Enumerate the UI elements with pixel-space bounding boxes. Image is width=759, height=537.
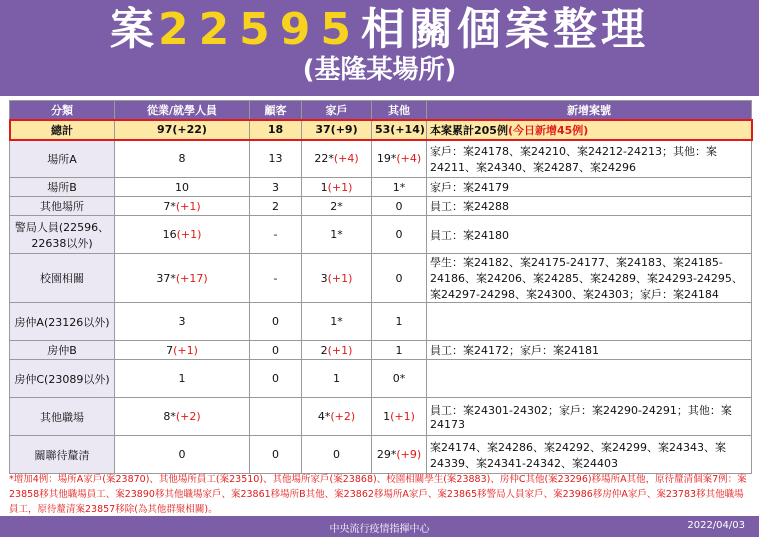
cell-category <box>10 303 115 341</box>
cell-household-value: 0 <box>333 448 340 461</box>
cell-staff-value: 10 <box>175 180 189 194</box>
cell-household-increment: (+2) <box>330 410 356 423</box>
cell-household <box>302 254 372 303</box>
cell-customer <box>250 398 302 436</box>
total-other: 53(+14) <box>372 120 427 140</box>
table-row <box>10 398 752 436</box>
table-row <box>10 360 752 398</box>
cell-other <box>372 216 427 254</box>
cell-staff <box>115 216 250 254</box>
cell-customer <box>250 303 302 341</box>
cell-household <box>302 398 372 436</box>
table-row <box>10 216 752 254</box>
cell-other <box>372 140 427 178</box>
title-prefix: 案 <box>109 4 158 55</box>
cell-staff <box>115 341 250 360</box>
cell-other-increment: (+1) <box>390 410 415 423</box>
cell-customer-value: 3 <box>272 180 279 194</box>
cell-household-value: 2 <box>320 343 328 357</box>
footer-date: 2022/04/03 <box>687 520 745 531</box>
footer-agency: 中央流行疫情指揮中心 <box>329 524 430 535</box>
header-household: 家戶 <box>302 101 372 120</box>
cell-staff-value: 8* <box>163 410 176 423</box>
table-row <box>10 140 752 178</box>
table-header-row <box>10 101 752 120</box>
cell-category <box>10 360 115 398</box>
cell-other-value: 0 <box>395 228 403 241</box>
cell-category <box>10 398 115 436</box>
cell-household <box>302 360 372 398</box>
cell-note <box>427 360 752 398</box>
cell-other-value: 0* <box>392 372 406 385</box>
cell-other-increment: (+4) <box>396 152 422 165</box>
cell-staff-increment: (+17) <box>175 271 208 285</box>
cell-customer-value: 0 <box>272 343 279 357</box>
content-panel <box>0 96 759 516</box>
cell-other <box>372 303 427 341</box>
cell-staff <box>115 254 250 303</box>
cell-customer-value: - <box>273 228 278 241</box>
table-row <box>10 341 752 360</box>
cell-staff-increment: (+1) <box>175 199 201 213</box>
cell-other <box>372 360 427 398</box>
cell-customer <box>250 436 302 474</box>
cell-customer-value: 0 <box>272 372 279 385</box>
cell-staff-value: 7* <box>163 199 176 213</box>
cell-staff <box>115 398 250 436</box>
cell-note <box>427 140 752 178</box>
cell-note <box>427 341 752 360</box>
cell-category-value: 關聯待釐清 <box>34 448 90 462</box>
cell-other <box>372 398 427 436</box>
cell-staff-increment: (+1) <box>173 343 198 357</box>
cell-staff <box>115 360 250 398</box>
header-banner <box>0 0 759 96</box>
table-row <box>10 303 752 341</box>
header-customer: 顧客 <box>250 101 302 120</box>
cell-customer-value: - <box>273 271 278 285</box>
cell-household-value: 3 <box>320 271 328 285</box>
total-staff: 97(+22) <box>115 120 250 140</box>
cell-note <box>427 398 752 436</box>
cell-category-value: 其他職場 <box>40 410 84 424</box>
cell-category-value: 房仲C(23089以外) <box>14 372 110 386</box>
cell-household-value: 22* <box>314 152 334 165</box>
cell-household-value: 1* <box>330 315 343 328</box>
header-other: 其他 <box>372 101 427 120</box>
table-row <box>10 197 752 216</box>
table-row <box>10 178 752 197</box>
cell-staff-value: 3 <box>178 315 186 328</box>
title-case-number: 22595 <box>157 4 362 55</box>
cell-category-value: 警局人員(22596、22638以外) <box>14 220 110 250</box>
cell-category-value: 場所B <box>47 181 77 194</box>
cell-customer-value: 0 <box>272 448 279 461</box>
cell-staff <box>115 303 250 341</box>
total-note-main: 本案累計205例 <box>430 123 508 137</box>
cell-other-value: 0 <box>395 199 403 213</box>
cluster-table <box>9 100 752 474</box>
cell-note-value: 員工：案24288 <box>430 200 509 213</box>
cell-other-value: 1* <box>392 180 406 194</box>
header-staff: 從業/就學人員 <box>115 101 250 120</box>
cell-customer <box>250 360 302 398</box>
total-customer: 18 <box>250 120 302 140</box>
cell-category <box>10 178 115 197</box>
table-row <box>10 254 752 303</box>
footer-bar <box>0 516 759 537</box>
cell-customer <box>250 178 302 197</box>
footnote: *增加4例：場所A家戶(案23870)、其他場所員工(案23510)、其他場所家戶(案23868)、校園相關學生(案23883)、房仲C其他(案23296)移場所A其他，原待釐清個案7例：案23858移其他職場員工、案23890移其他職場家戶、案23861移場所B其他、案23862移場所A家戶、案23865移警局人員家戶、案23986移房仲A家戶、案23783移其他職場員工，原待釐清案23857移除(為其他群聚相關)。 <box>9 474 747 515</box>
cell-note <box>427 254 752 303</box>
cell-other <box>372 197 427 216</box>
cell-other <box>372 254 427 303</box>
cell-customer <box>250 341 302 360</box>
cell-customer-value: 2 <box>272 199 279 213</box>
cell-note-value: 員工：案24301-24302；家戶：案24290-24291；其他：案24173 <box>430 404 732 431</box>
cell-staff-increment: (+2) <box>175 410 201 423</box>
cell-household <box>302 178 372 197</box>
cell-household <box>302 140 372 178</box>
cell-note-value: 案24174、案24286、案24292、案24299、案24343、案24339、案24341-24342、案24403 <box>430 440 726 470</box>
cell-other-value: 19* <box>376 152 397 165</box>
cell-category <box>10 197 115 216</box>
cell-household-value: 2* <box>330 199 343 213</box>
cell-other-value: 29* <box>376 448 397 461</box>
cell-category-value: 房仲B <box>47 344 77 357</box>
cell-household <box>302 436 372 474</box>
page-title <box>0 4 759 56</box>
cell-note <box>427 178 752 197</box>
page-subtitle: (基隆某場所) <box>302 55 457 85</box>
title-suffix: 相關個案整理 <box>361 4 650 55</box>
cell-household-value: 1* <box>330 228 343 241</box>
cell-staff <box>115 178 250 197</box>
header-new-cases: 新增案號 <box>427 101 752 120</box>
cell-other <box>372 178 427 197</box>
cell-note <box>427 197 752 216</box>
cell-customer <box>250 254 302 303</box>
cell-other-value: 1 <box>383 410 391 423</box>
cell-other <box>372 436 427 474</box>
cell-note <box>427 436 752 474</box>
cell-household <box>302 303 372 341</box>
cell-category-value: 其他場所 <box>40 200 84 213</box>
cell-note-value: 學生：案24182、案24175-24177、案24183、案24185-24186、案24206、案24285、案24289、案24293-24295、案24297-24298、案24300、案24303；家戶：案24184 <box>430 256 743 301</box>
cell-household-value: 1 <box>320 180 328 194</box>
cell-household <box>302 197 372 216</box>
cell-household-increment: (+1) <box>327 343 353 357</box>
cell-note <box>427 216 752 254</box>
cell-other-value: 0 <box>395 271 403 285</box>
cell-customer <box>250 140 302 178</box>
cell-staff-value: 37* <box>156 271 176 285</box>
cell-note <box>427 303 752 341</box>
cell-note-value: 員工：案24172；家戶：案24181 <box>430 344 599 357</box>
cell-other-increment: (+9) <box>396 448 422 461</box>
cell-category <box>10 140 115 178</box>
cell-category <box>10 341 115 360</box>
header-category: 分類 <box>10 101 115 120</box>
cell-household-value: 4* <box>317 410 331 423</box>
cell-category <box>10 436 115 474</box>
cell-category-value: 校園相關 <box>40 272 84 285</box>
cell-other <box>372 341 427 360</box>
total-row <box>10 120 752 140</box>
cell-other-value: 1 <box>395 343 403 357</box>
total-note-today: (今日新增45例) <box>507 123 589 137</box>
cell-customer <box>250 216 302 254</box>
total-note <box>427 120 752 140</box>
total-category: 總計 <box>10 120 115 140</box>
cell-note-value: 家戶：案24178、案24210、案24212-24213；其他：案24211、案24340、案24287、案24296 <box>430 144 717 174</box>
cell-household <box>302 216 372 254</box>
cell-staff-increment: (+1) <box>176 228 202 241</box>
cell-note-value: 員工：案24180 <box>430 228 509 242</box>
cell-customer-value: 13 <box>268 152 283 165</box>
cell-category <box>10 216 115 254</box>
cell-category-value: 場所A <box>47 152 77 166</box>
cell-household-value: 1 <box>333 372 340 385</box>
cell-note-value: 家戶：案24179 <box>430 181 509 194</box>
cell-other-value: 1 <box>395 315 403 328</box>
cell-staff <box>115 197 250 216</box>
cell-household-increment: (+1) <box>327 271 353 285</box>
cell-household <box>302 341 372 360</box>
cell-category <box>10 254 115 303</box>
cell-customer-value: 0 <box>272 315 279 328</box>
table-row <box>10 436 752 474</box>
cell-staff-value: 7 <box>166 343 174 357</box>
cell-staff-value: 8 <box>178 152 186 165</box>
cell-staff-value: 1 <box>178 372 186 385</box>
cell-staff <box>115 436 250 474</box>
cell-household-increment: (+1) <box>327 180 353 194</box>
cell-staff-value: 16 <box>162 228 177 241</box>
cell-staff <box>115 140 250 178</box>
cell-household-increment: (+4) <box>333 152 359 165</box>
cell-staff-value: 0 <box>178 448 186 461</box>
cell-customer <box>250 197 302 216</box>
total-household: 37(+9) <box>302 120 372 140</box>
cell-category-value: 房仲A(23126以外) <box>14 315 110 329</box>
